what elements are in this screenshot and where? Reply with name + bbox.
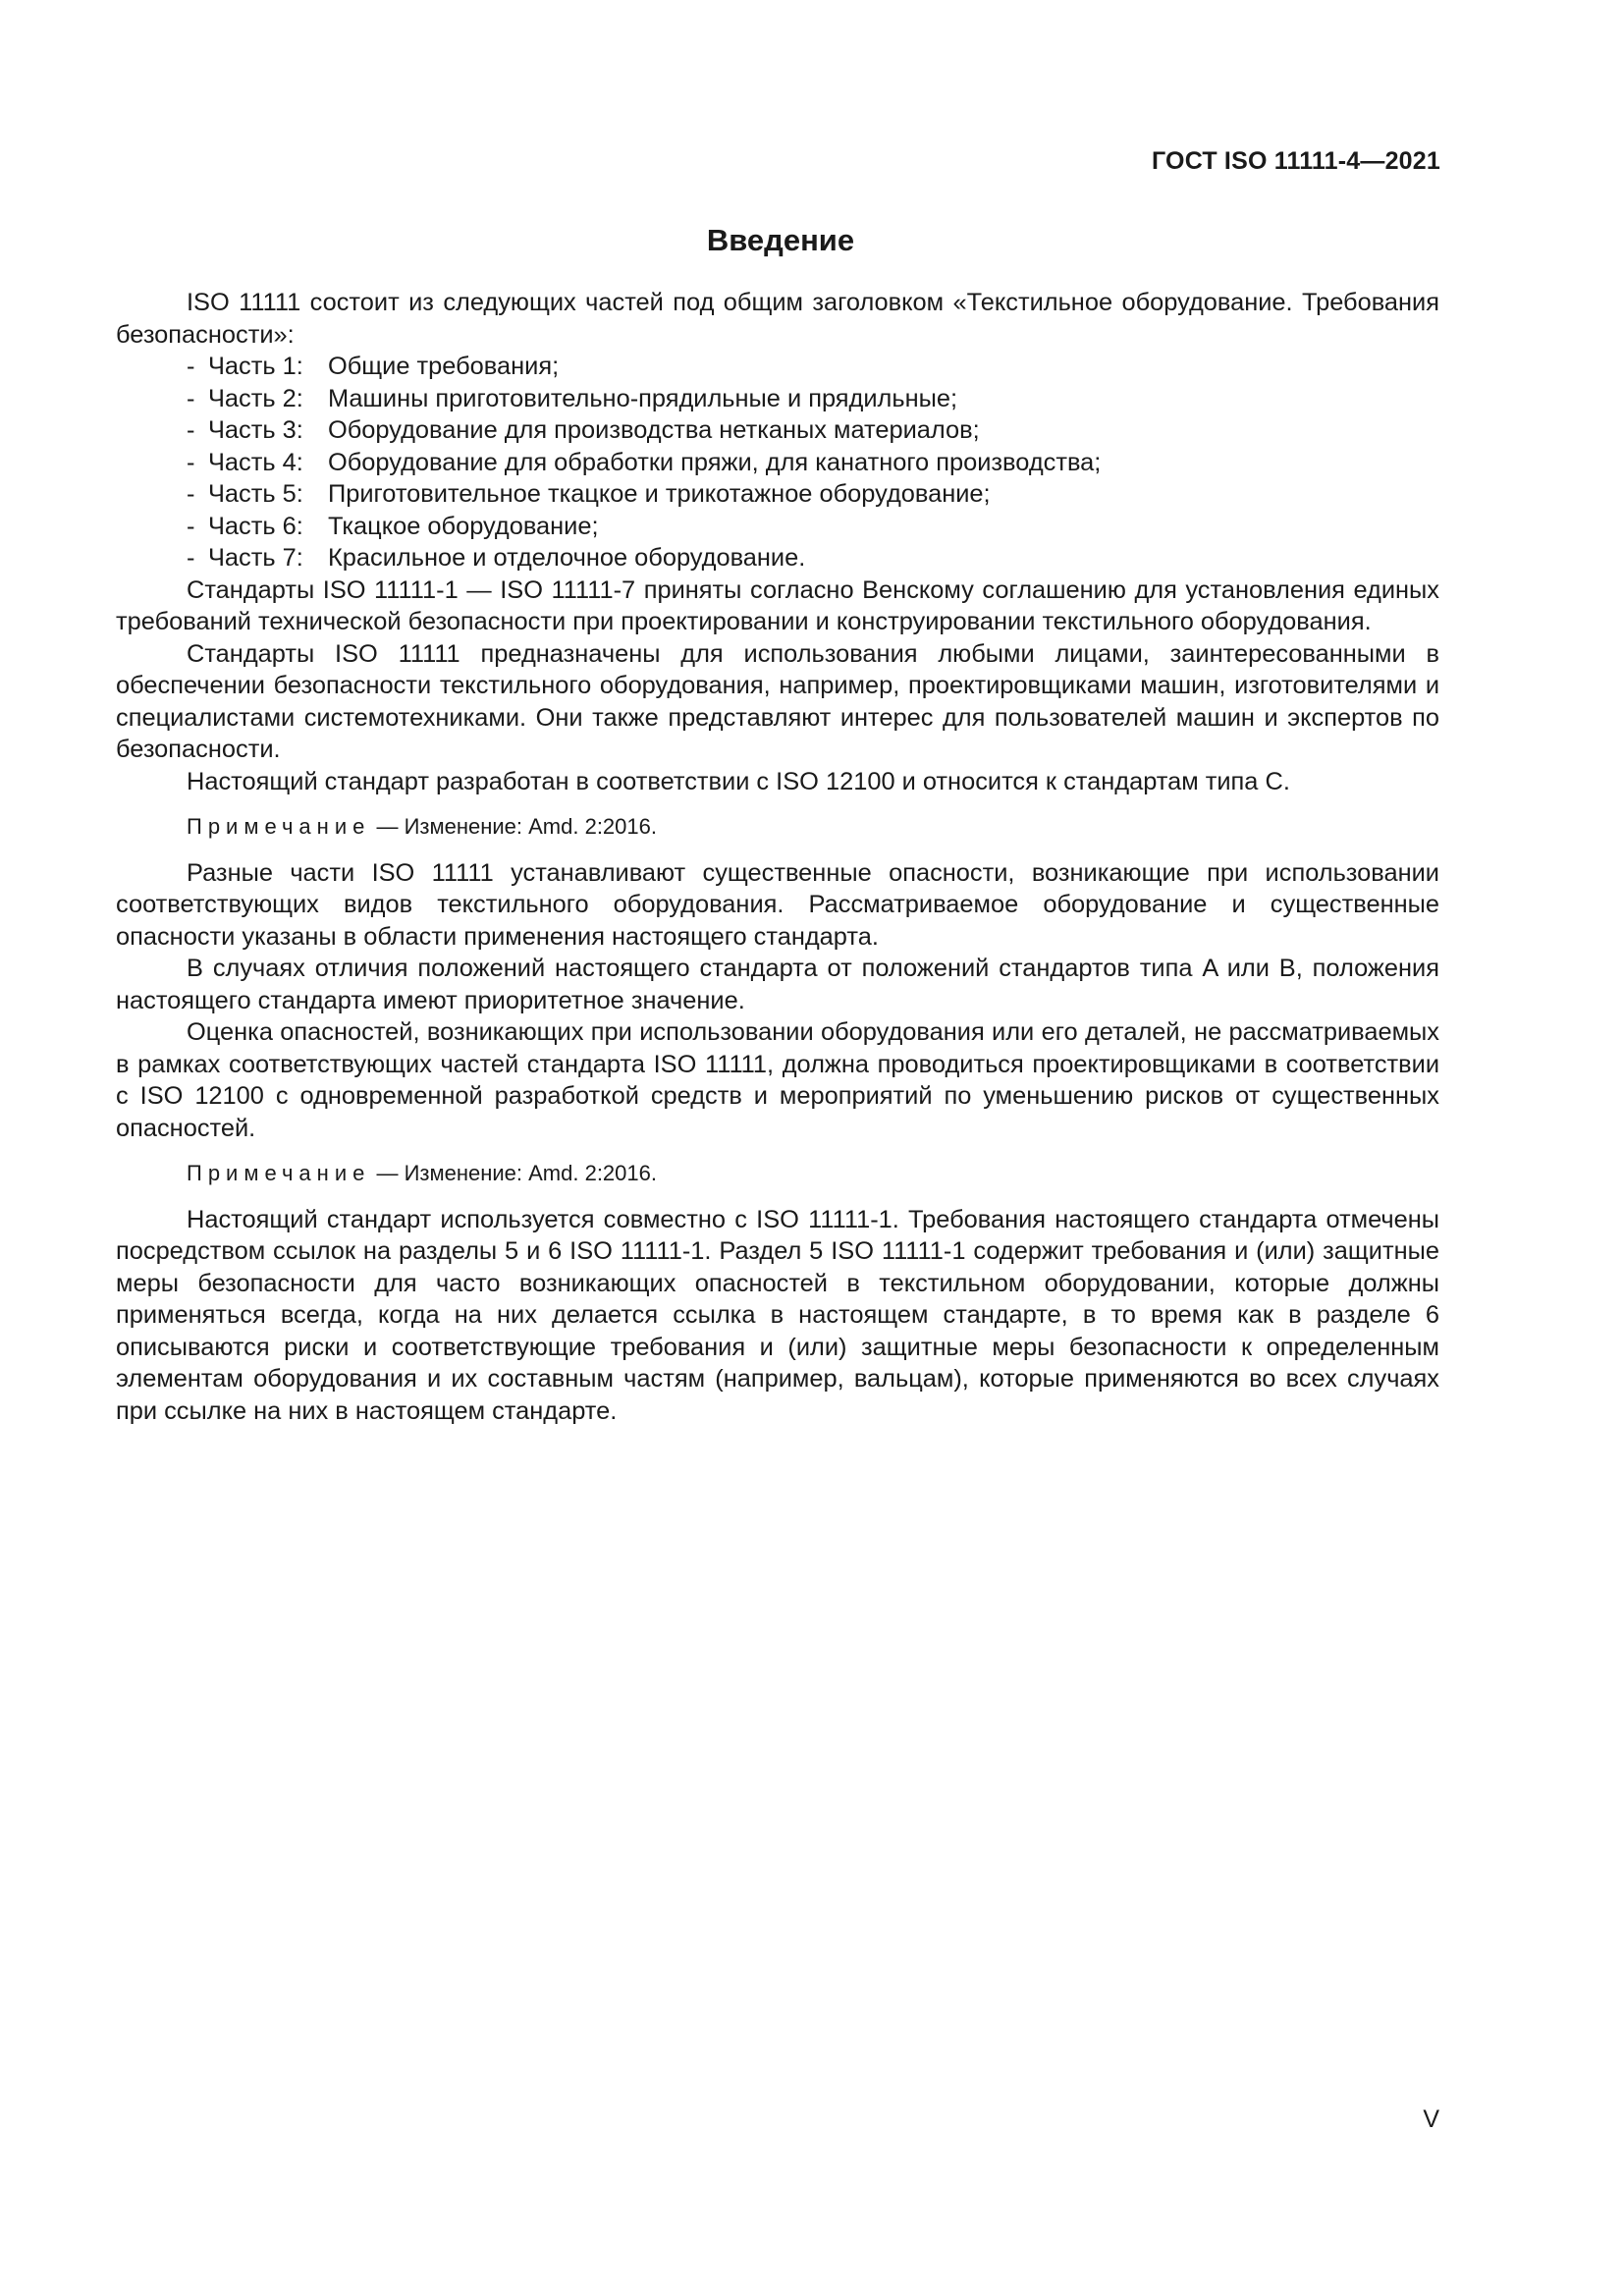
part-title: Оборудование для обработки пряжи, для канатного производства; [328,448,1102,476]
section-body [116,287,1439,1427]
list-item [116,414,1439,447]
list-dash: - [187,384,195,412]
page-number: V [1423,2105,1439,2133]
list-item [116,383,1439,415]
part-title: Оборудование для производства нетканых материалов; [328,416,980,444]
list-dash: - [187,544,195,572]
part-title: Красильное и отделочное оборудование. [328,544,806,572]
list-dash: - [187,480,195,508]
paragraph-vienna-agreement: Стандарты ISO 11111-1 — ISO 11111-7 приняты согласно Венскому соглашению для установления единых требований технической безопасности при проектировании и конструировании текстильного оборудования. [116,575,1439,635]
note-label: Примечание [187,1161,371,1185]
parts-list [116,351,1439,574]
part-title: Машины приготовительно-прядильные и прядильные; [328,384,958,412]
paragraph-intended-users: Стандарты ISO 11111 предназначены для использования любыми лицами, заинтересованными в обеспечении безопасности текстильного оборудования, например, проектировщиками машин, изготовителями и специалистами системотехниками. Они также представляют интерес для пользователей машин и экспертов по безопасности. [116,639,1439,763]
paragraph-hazards: Разные части ISO 11111 устанавливают существенные опасности, возникающие при использовании соответствующих видов текстильного оборудования. Рассматриваемое оборудование и существенные опасности указаны в области применения настоящего стандарта. [116,858,1439,951]
section-title: Введение [706,223,855,257]
list-item [116,351,1439,383]
part-title: Приготовительное ткацкое и трикотажное оборудование; [328,480,991,508]
part-number: Часть 5: [208,480,303,508]
part-number: Часть 2: [208,384,303,412]
part-title: Ткацкое оборудование; [328,512,599,540]
list-dash: - [187,448,195,476]
list-dash: - [187,512,195,540]
list-item [116,447,1439,479]
part-number: Часть 4: [208,448,303,476]
part-number: Часть 7: [208,544,303,572]
note-label: Примечание [187,814,371,839]
paragraph-priority: В случаях отличия положений настоящего стандарта от положений стандартов типа A или B, положения настоящего стандарта имеют приоритетное значение. [116,955,1439,1014]
list-dash: - [187,353,195,380]
list-item [116,542,1439,574]
part-number: Часть 6: [208,512,303,540]
list-item [116,478,1439,511]
part-title: Общие требования; [328,353,560,380]
note-text: — Изменение: Amd. 2:2016. [376,814,657,839]
note-text: — Изменение: Amd. 2:2016. [376,1161,657,1185]
intro-paragraph: ISO 11111 состоит из следующих частей под общим заголовком «Текстильное оборудование. Требования безопасности»: [116,289,1439,349]
part-number: Часть 1: [208,353,303,380]
list-item [116,511,1439,543]
paragraph-risk-assessment: Оценка опасностей, возникающих при использовании оборудования или его деталей, не рассматриваемых в рамках соответствующих частей стандарта ISO 11111, должна проводиться проектировщиками в соответствии с ISO 12100 с одновременной разработкой средств и мероприятий по уменьшению рисков от существенных опасностей. [116,1018,1439,1142]
paragraph-type-c: Настоящий стандарт разработан в соответствии с ISO 12100 и относится к стандартам типа C. [187,767,1290,795]
list-dash: - [187,416,195,444]
document-code-header: ГОСТ ISO 11111-4—2021 [1152,147,1440,175]
note-amendment-1 [187,811,1439,844]
paragraph-usage-with-part-1: Настоящий стандарт используется совместно с ISO 11111-1. Требования настоящего стандарта отмечены посредством ссылок на разделы 5 и 6 ISO 11111-1. Раздел 5 ISO 11111-1 содержит требования и (или) защитные меры безопасности для часто возникающих опасностей в текстильном оборудовании, которые должны применяться всегда, когда на них делается ссылка в настоящем стандарте, в то время как в разделе 6 описываются риски и соответствующие требования и (или) защитные меры безопасности к определенным элементам оборудования и их составным частям (например, вальцам), которые применяются во всех случаях при ссылке на них в настоящем стандарте. [116,1205,1439,1425]
part-number: Часть 3: [208,416,303,444]
note-amendment-2 [187,1158,1439,1190]
